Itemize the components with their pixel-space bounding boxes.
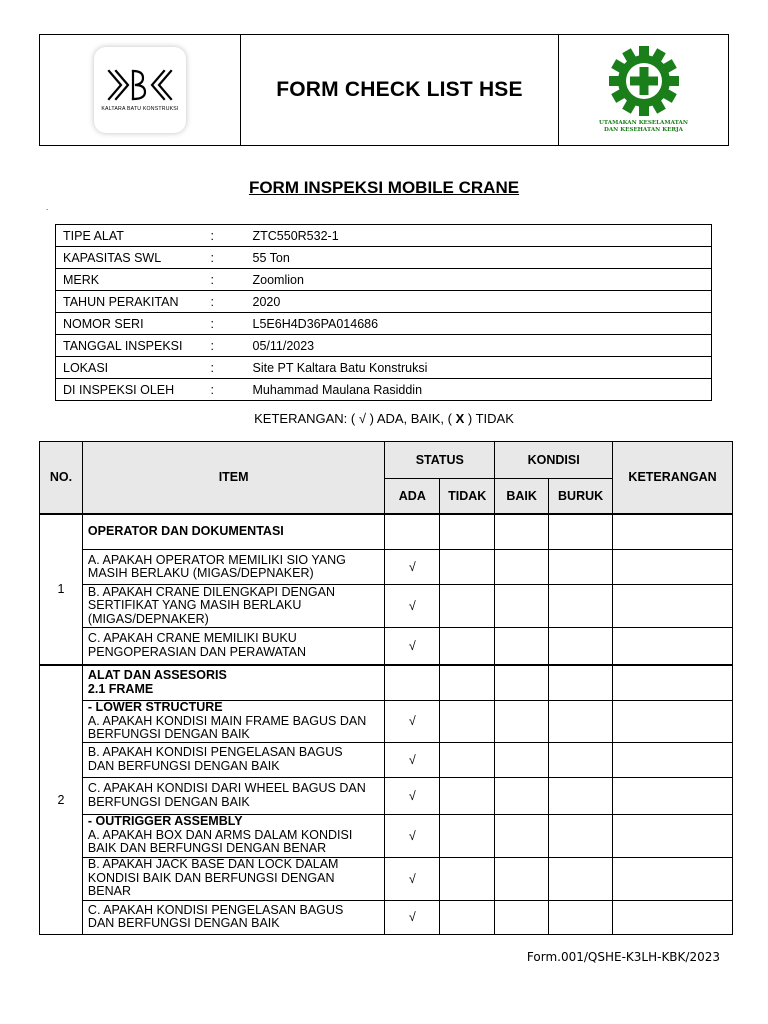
item-line: DAN BERFUNGSI DENGAN BAIK <box>87 758 280 773</box>
cell-baik <box>495 628 549 665</box>
checklist-row <box>40 514 733 550</box>
header-keterangan: KETERANGAN <box>613 442 733 514</box>
kbk-logo-icon <box>105 68 175 102</box>
legend-x: X <box>455 411 465 426</box>
cell-keterangan <box>613 814 733 857</box>
cell-buruk <box>549 514 613 550</box>
info-colon: : <box>206 247 246 269</box>
item-line: BERFUNGSI DENGAN BAIK <box>87 794 250 809</box>
k3-slogan-line1: UTAMAKAN KESELAMATAN <box>599 120 688 126</box>
info-value: 55 Ton <box>246 247 712 269</box>
info-colon: : <box>206 335 246 357</box>
checklist-row <box>40 900 733 934</box>
logo-text: KALTARA BATU KONSTRUKSI <box>101 106 179 112</box>
header-status: STATUS <box>385 442 495 479</box>
checklist-item <box>82 857 384 900</box>
cell-ada: √ <box>385 628 440 665</box>
info-label: TIPE ALAT <box>56 225 206 247</box>
legend-suffix: ) TIDAK <box>467 411 514 426</box>
item-line: B. APAKAH KONDISI PENGELASAN BAGUS <box>87 745 343 759</box>
cell-baik <box>495 665 549 701</box>
info-row <box>56 379 712 401</box>
item-line: OPERATOR DAN DOKUMENTASI <box>87 524 284 538</box>
info-row <box>56 313 712 335</box>
header-item: ITEM <box>82 442 384 514</box>
section-number: 1 <box>40 514 83 665</box>
cell-baik <box>495 742 549 777</box>
cell-ada: √ <box>385 742 440 777</box>
checklist-item <box>82 550 384 585</box>
cell-baik <box>495 585 549 628</box>
k3-logo-cell <box>559 35 728 145</box>
info-label: KAPASITAS SWL <box>56 247 206 269</box>
info-label: NOMOR SERI <box>56 313 206 335</box>
cell-baik <box>495 701 549 743</box>
cell-ada: √ <box>385 814 440 857</box>
cell-tidak <box>440 665 495 701</box>
checklist-item <box>82 814 384 857</box>
k3-gear-cross-icon <box>609 46 679 116</box>
item-line: C. APAKAH CRANE MEMILIKI BUKU <box>87 631 297 646</box>
item-line: PENGOPERASIAN DAN PERAWATAN <box>87 644 307 659</box>
info-value: Muhammad Maulana Rasiddin <box>246 379 712 401</box>
item-line: 2.1 FRAME <box>87 681 154 696</box>
item-line: C. APAKAH KONDISI PENGELASAN BAGUS <box>87 902 344 917</box>
info-row <box>56 269 712 291</box>
info-row <box>56 291 712 313</box>
header-ada: ADA <box>385 479 440 514</box>
checklist-row <box>40 814 733 857</box>
checklist-item <box>82 514 384 550</box>
info-colon: : <box>206 291 246 313</box>
info-value: ZTC550R532-1 <box>246 225 712 247</box>
info-label: MERK <box>56 269 206 291</box>
cell-ada <box>385 665 440 701</box>
cell-ada: √ <box>385 701 440 743</box>
checklist-table <box>39 441 733 935</box>
item-line: (MIGAS/DEPNAKER) <box>87 611 209 626</box>
cell-buruk <box>549 814 613 857</box>
cell-keterangan <box>613 900 733 934</box>
item-line: BENAR <box>87 884 131 899</box>
cell-ada: √ <box>385 777 440 814</box>
checklist-row <box>40 550 733 585</box>
cell-buruk <box>549 665 613 701</box>
header-tidak: TIDAK <box>440 479 495 514</box>
checklist-item <box>82 701 384 743</box>
item-line: - LOWER STRUCTURE <box>87 700 223 714</box>
cell-keterangan <box>613 777 733 814</box>
item-line: A. APAKAH KONDISI MAIN FRAME BAGUS DAN <box>87 713 367 728</box>
cell-baik <box>495 550 549 585</box>
cell-ada: √ <box>385 550 440 585</box>
section-number: 2 <box>40 665 83 935</box>
info-colon: : <box>206 225 246 247</box>
cell-keterangan <box>613 857 733 900</box>
k3-slogan <box>599 120 688 134</box>
cell-tidak <box>440 585 495 628</box>
item-line: KONDISI BAIK DAN BERFUNGSI DENGAN <box>87 870 335 885</box>
cell-keterangan <box>613 701 733 743</box>
header-kondisi: KONDISI <box>495 442 613 479</box>
cell-buruk <box>549 550 613 585</box>
cell-keterangan <box>613 514 733 550</box>
cell-ada: √ <box>385 585 440 628</box>
checklist-row <box>40 665 733 701</box>
cell-baik <box>495 900 549 934</box>
cell-ada <box>385 514 440 550</box>
cell-ada: √ <box>385 857 440 900</box>
info-colon: : <box>206 379 246 401</box>
header-title: FORM CHECK LIST HSE <box>241 35 559 145</box>
cell-tidak <box>440 701 495 743</box>
cell-buruk <box>549 857 613 900</box>
cell-buruk <box>549 777 613 814</box>
cell-keterangan <box>613 550 733 585</box>
cell-keterangan <box>613 628 733 665</box>
info-colon: : <box>206 269 246 291</box>
checklist-item <box>82 628 384 665</box>
info-value: Site PT Kaltara Batu Konstruksi <box>246 357 712 379</box>
cell-tidak <box>440 777 495 814</box>
checklist-item <box>82 777 384 814</box>
legend <box>0 411 768 426</box>
info-value: 05/11/2023 <box>246 335 712 357</box>
info-value: L5E6H4D36PA014686 <box>246 313 712 335</box>
cell-buruk <box>549 742 613 777</box>
cell-tidak <box>440 814 495 857</box>
checklist-item <box>82 585 384 628</box>
cell-keterangan <box>613 742 733 777</box>
legend-prefix: KETERANGAN: ( √ ) ADA, BAIK, ( <box>254 411 452 426</box>
checklist-row <box>40 777 733 814</box>
cell-tidak <box>440 514 495 550</box>
form-header <box>39 34 729 146</box>
info-value: Zoomlion <box>246 269 712 291</box>
info-value: 2020 <box>246 291 712 313</box>
checklist-row <box>40 585 733 628</box>
company-logo-cell <box>40 35 241 145</box>
item-line: C. APAKAH KONDISI DARI WHEEL BAGUS DAN <box>87 781 366 795</box>
cell-tidak <box>440 628 495 665</box>
info-row <box>56 247 712 269</box>
info-colon: : <box>206 357 246 379</box>
checklist-item <box>82 900 384 934</box>
cell-buruk <box>549 628 613 665</box>
checklist-item <box>82 742 384 777</box>
header-no: NO. <box>40 442 83 514</box>
checklist-item <box>82 665 384 701</box>
cell-buruk <box>549 701 613 743</box>
item-line: MASIH BERLAKU (MIGAS/DEPNAKER) <box>87 566 314 580</box>
cell-baik <box>495 514 549 550</box>
cell-baik <box>495 857 549 900</box>
cell-buruk <box>549 900 613 934</box>
checklist-row <box>40 628 733 665</box>
k3-slogan-line2: DAN KESEHATAN KERJA <box>603 127 683 133</box>
cell-baik <box>495 777 549 814</box>
item-line: A. APAKAH BOX DAN ARMS DALAM KONDISI <box>87 827 353 842</box>
item-line: B. APAKAH JACK BASE DAN LOCK DALAM <box>87 857 339 872</box>
checklist-row <box>40 742 733 777</box>
info-row <box>56 225 712 247</box>
item-line: BAIK DAN BERFUNGSI DENGAN BENAR <box>87 841 327 856</box>
cell-ada: √ <box>385 900 440 934</box>
equipment-info-table <box>55 224 712 401</box>
item-line: SERTIFIKAT YANG MASIH BERLAKU <box>87 598 302 613</box>
info-label: LOKASI <box>56 357 206 379</box>
info-row <box>56 335 712 357</box>
page-title: FORM INSPEKSI MOBILE CRANE <box>248 178 520 197</box>
checklist-row <box>40 701 733 743</box>
info-label: TANGGAL INSPEKSI <box>56 335 206 357</box>
cell-tidak <box>440 742 495 777</box>
info-label: DI INSPEKSI OLEH <box>56 379 206 401</box>
stray-dot: . <box>46 203 49 212</box>
cell-tidak <box>440 857 495 900</box>
cell-keterangan <box>613 665 733 701</box>
cell-tidak <box>440 900 495 934</box>
info-colon: : <box>206 313 246 335</box>
cell-tidak <box>440 550 495 585</box>
item-line: A. APAKAH OPERATOR MEMILIKI SIO YANG <box>87 552 346 567</box>
cell-buruk <box>549 585 613 628</box>
company-logo <box>94 47 186 133</box>
item-line: ALAT DAN ASSESORIS <box>87 668 227 683</box>
item-line: - OUTRIGGER ASSEMBLY <box>87 814 243 829</box>
header-baik: BAIK <box>495 479 549 514</box>
cell-baik <box>495 814 549 857</box>
item-line: B. APAKAH CRANE DILENGKAPI DENGAN <box>87 584 335 599</box>
item-line: BERFUNGSI DENGAN BAIK <box>87 727 250 741</box>
cell-keterangan <box>613 585 733 628</box>
item-line: DAN BERFUNGSI DENGAN BAIK <box>87 916 280 930</box>
header-buruk: BURUK <box>549 479 613 514</box>
info-row <box>56 357 712 379</box>
info-label: TAHUN PERAKITAN <box>56 291 206 313</box>
checklist-row <box>40 857 733 900</box>
form-code: Form.001/QSHE-K3LH-KBK/2023 <box>526 950 720 964</box>
